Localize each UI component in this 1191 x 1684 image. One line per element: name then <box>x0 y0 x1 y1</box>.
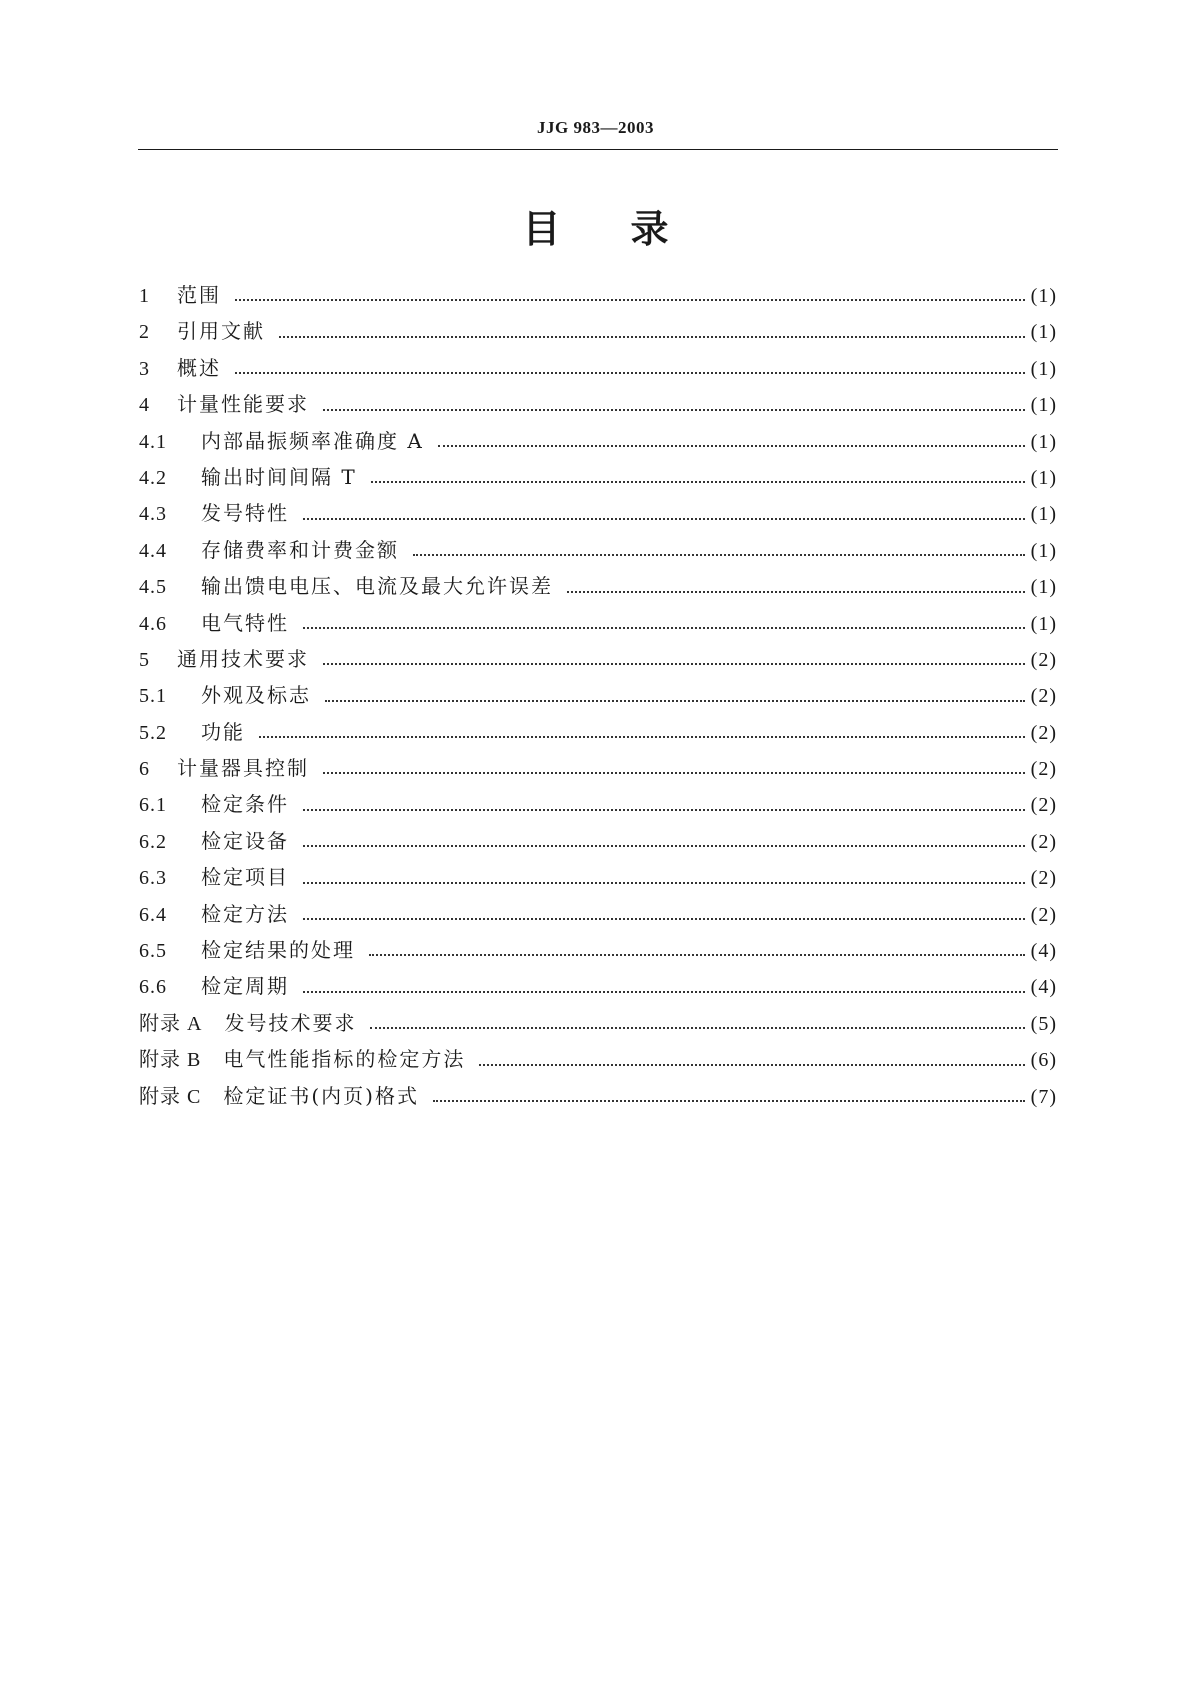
toc-dot-leader <box>323 409 1025 411</box>
toc-entry[interactable] <box>139 679 1057 715</box>
toc-entry[interactable] <box>139 1043 1057 1079</box>
toc-entry[interactable] <box>139 1007 1057 1043</box>
toc-dot-leader <box>303 918 1025 920</box>
toc-entry[interactable] <box>139 534 1057 570</box>
toc-entry[interactable] <box>139 898 1057 934</box>
toc-entry[interactable] <box>139 970 1057 1006</box>
toc-entry-label: 发号特性 <box>201 501 289 526</box>
toc-entry-number: 4.3 <box>139 503 167 526</box>
toc-entry-label: 输出馈电电压、电流及最大允许误差 <box>201 574 553 599</box>
toc-entry-label: 通用技术要求 <box>177 646 309 671</box>
toc-entry[interactable] <box>139 1080 1057 1116</box>
toc-entry[interactable] <box>139 279 1057 315</box>
toc-dot-leader <box>303 518 1025 520</box>
toc-entry[interactable] <box>139 861 1057 897</box>
toc-entry[interactable] <box>139 461 1057 497</box>
toc-entry-page: (1) <box>1030 503 1057 526</box>
toc-entry[interactable] <box>139 388 1057 424</box>
toc-entry-number: 6.5 <box>139 940 167 963</box>
toc-dot-leader <box>413 554 1025 556</box>
toc-dot-leader <box>303 809 1025 811</box>
toc-entry-label: 电气性能指标的检定方法 <box>223 1047 466 1072</box>
toc-entry-number: 4.4 <box>139 539 167 562</box>
toc-entry[interactable] <box>139 716 1057 752</box>
toc-entry-label: 检定周期 <box>201 974 289 999</box>
toc-entry-page: (2) <box>1030 867 1057 890</box>
toc-entry-label: 概述 <box>177 355 221 380</box>
toc-dot-leader <box>567 591 1025 593</box>
toc-entry-page: (6) <box>1030 1049 1057 1072</box>
toc-entry-page: (2) <box>1030 794 1057 817</box>
standard-code: JJG 983—2003 <box>537 118 654 137</box>
toc-entry-page: (1) <box>1030 321 1057 344</box>
toc-dot-leader <box>259 736 1025 738</box>
toc-entry[interactable] <box>139 315 1057 351</box>
toc-entry-page: (1) <box>1030 357 1057 380</box>
toc-entry-page: (1) <box>1030 539 1057 562</box>
toc-entry-label: 引用文献 <box>177 319 265 344</box>
toc-entry[interactable] <box>139 352 1057 388</box>
toc-entry[interactable] <box>139 788 1057 824</box>
toc-entry-label: 检定结果的处理 <box>201 938 355 963</box>
toc-entry-page: (2) <box>1030 903 1057 926</box>
toc-entry-label: 计量性能要求 <box>177 392 309 417</box>
toc-entry[interactable] <box>139 425 1057 461</box>
toc-dot-leader <box>235 372 1025 374</box>
toc-entry-number: 2 <box>139 321 150 344</box>
toc-entry-page: (1) <box>1030 466 1057 489</box>
toc-entry-label: 检定设备 <box>201 828 289 853</box>
toc-entry-label: 检定方法 <box>201 901 289 926</box>
toc-entry-label: 发号技术要求 <box>224 1010 357 1035</box>
toc-dot-leader <box>325 700 1025 702</box>
toc-entry-number: 6 <box>139 758 150 781</box>
toc-dot-leader <box>279 336 1025 338</box>
toc-entry-page: (5) <box>1030 1012 1057 1035</box>
toc-entry-label: 存储费率和计费金额 <box>201 537 399 562</box>
toc-dot-leader <box>303 845 1025 847</box>
toc-entry-page: (1) <box>1030 394 1057 417</box>
toc-entry-page: (1) <box>1030 576 1057 599</box>
toc-title-right: 录 <box>630 207 669 251</box>
toc-entry-label: 检定证书(内页)格式 <box>223 1083 419 1108</box>
toc-entry-page: (2) <box>1030 830 1057 853</box>
toc-entry-number: 6.6 <box>139 976 167 999</box>
toc-entry-label: 输出时间间隔 T <box>201 464 357 489</box>
toc-entry-number: 4.6 <box>139 612 167 635</box>
toc-entry-number: 4.2 <box>139 466 167 489</box>
toc-dot-leader <box>303 627 1025 629</box>
toc-entry-page: (2) <box>1030 721 1057 744</box>
toc-entry[interactable] <box>139 607 1057 643</box>
toc-entry[interactable] <box>139 934 1057 970</box>
toc-entry[interactable] <box>139 643 1057 679</box>
toc-dot-leader <box>479 1064 1024 1066</box>
toc-dot-leader <box>438 445 1025 447</box>
toc-entry-label: 外观及标志 <box>201 683 311 708</box>
toc-dot-leader <box>303 991 1025 993</box>
toc-entry-number: 6.3 <box>139 867 167 890</box>
toc-entry-number: 4.1 <box>139 430 167 453</box>
toc-entry-label: 计量器具控制 <box>177 756 309 781</box>
toc-entry-number: 3 <box>139 357 150 380</box>
header-rule <box>138 149 1058 150</box>
toc-dot-leader <box>235 299 1025 301</box>
toc-entry-number: 附录 C <box>139 1085 202 1108</box>
toc-dot-leader <box>323 772 1025 774</box>
toc-entry-number: 6.2 <box>139 830 167 853</box>
toc-entry[interactable] <box>139 497 1057 533</box>
toc-entry-number: 1 <box>139 285 150 307</box>
toc-title-left: 目 <box>522 207 561 251</box>
toc-dot-leader <box>433 1100 1025 1102</box>
toc-entry-page: (2) <box>1030 685 1057 708</box>
toc-entry-page: (2) <box>1030 758 1057 781</box>
toc-entry[interactable] <box>139 570 1057 606</box>
toc-entry-page: (1) <box>1030 285 1057 307</box>
toc-entry-number: 附录 B <box>139 1049 202 1072</box>
toc-entry-number: 4.5 <box>139 576 167 599</box>
toc-entry-page: (1) <box>1030 612 1057 635</box>
toc-entry-label: 检定项目 <box>201 865 289 890</box>
toc-entry-label: 电气特性 <box>201 610 289 635</box>
toc-title <box>0 198 1191 253</box>
toc-entry-page: (4) <box>1030 940 1057 963</box>
toc-dot-leader <box>369 954 1025 956</box>
table-of-contents <box>139 279 1057 1116</box>
toc-entry-number: 5.1 <box>139 685 167 708</box>
toc-entry-number: 5 <box>139 648 150 671</box>
toc-entry-label: 内部晶振频率准确度 A <box>201 428 424 453</box>
toc-entry-number: 4 <box>139 394 150 417</box>
toc-entry[interactable] <box>139 752 1057 788</box>
toc-entry-label: 检定条件 <box>201 792 289 817</box>
toc-entry-label: 范围 <box>177 283 221 307</box>
toc-entry-number: 6.1 <box>139 794 167 817</box>
toc-entry[interactable] <box>139 825 1057 861</box>
toc-dot-leader <box>371 481 1025 483</box>
toc-entry-number: 附录 A <box>139 1012 203 1035</box>
toc-entry-page: (4) <box>1030 976 1057 999</box>
toc-entry-page: (2) <box>1030 648 1057 671</box>
toc-entry-number: 6.4 <box>139 903 167 926</box>
toc-dot-leader <box>303 882 1025 884</box>
toc-entry-page: (7) <box>1030 1085 1057 1108</box>
toc-entry-number: 5.2 <box>139 721 167 744</box>
toc-dot-leader <box>370 1027 1024 1029</box>
toc-entry-page: (1) <box>1030 430 1057 453</box>
toc-entry-label: 功能 <box>201 719 245 744</box>
toc-dot-leader <box>323 663 1025 665</box>
